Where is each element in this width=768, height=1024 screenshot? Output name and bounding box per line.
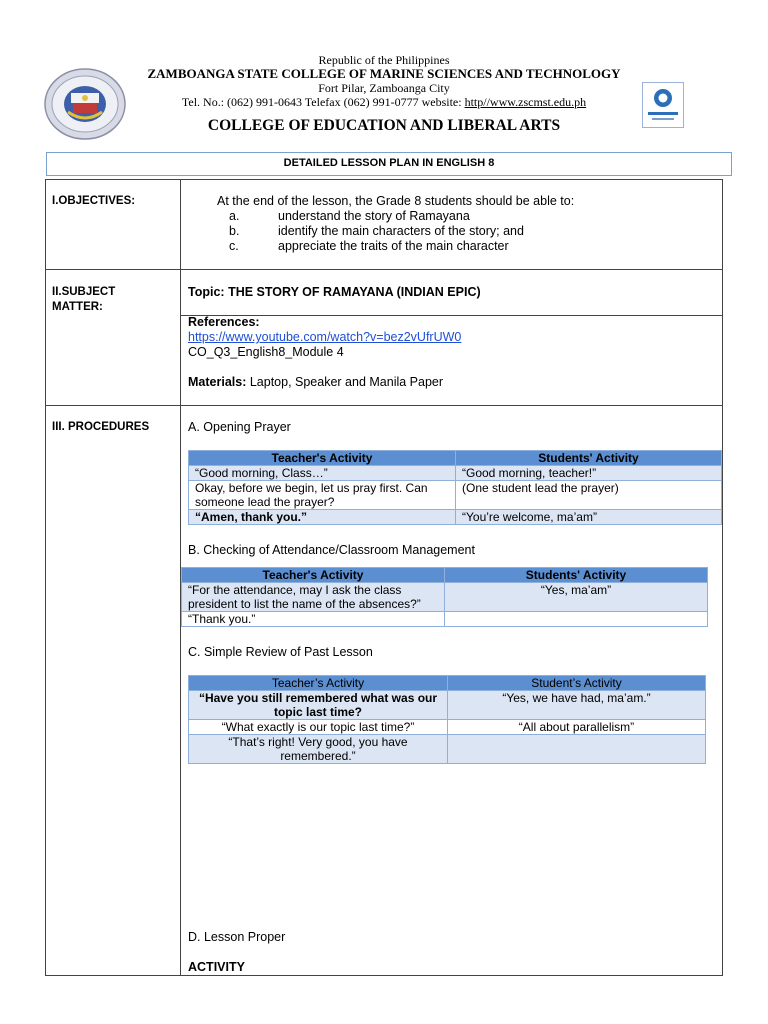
students-cell: “Yes, we have had, ma’am.”	[448, 691, 706, 720]
row-divider	[45, 269, 723, 270]
teacher-cell: “What exactly is our topic last time?”	[189, 720, 448, 735]
col-header-teacher: Teacher’s Activity	[189, 676, 448, 691]
teacher-cell: “That’s right! Very good, you have remembered.”	[189, 735, 448, 764]
teacher-cell: “Thank you.”	[182, 612, 445, 627]
col-header-teacher: Teacher's Activity	[182, 568, 445, 583]
teacher-cell: “Have you still remembered what was our topic last time?	[189, 691, 448, 720]
references-label: References:	[188, 315, 260, 329]
students-cell: “All about parallelism”	[448, 720, 706, 735]
col-header-students: Student’s Activity	[448, 676, 706, 691]
attendance-heading: B. Checking of Attendance/Classroom Management	[188, 543, 475, 557]
table-row	[189, 481, 722, 510]
students-cell: (One student lead the prayer)	[456, 481, 722, 510]
objective-letter: a.	[229, 209, 240, 223]
procedures-label: III. PROCEDURES	[52, 421, 150, 433]
reference-link[interactable]: https://www.youtube.com/watch?v=bez2vUfrUW0	[188, 330, 462, 344]
review-table	[188, 675, 706, 764]
teacher-cell: Okay, before we begin, let us pray first. Can someone lead the prayer?	[189, 481, 456, 510]
republic-line: Republic of the Philippines	[318, 53, 450, 67]
table-row	[182, 583, 708, 612]
college-seal-logo	[44, 68, 126, 140]
materials-label: Materials:	[188, 375, 247, 389]
college-name: ZAMBOANGA STATE COLLEGE OF MARINE SCIENCES AND TECHNOLOGY	[147, 66, 621, 81]
table-row	[189, 466, 722, 481]
students-cell: “You’re welcome, ma’am”	[456, 510, 722, 525]
objective-text: appreciate the traits of the main character	[278, 239, 509, 253]
objective-text: identify the main characters of the story; and	[278, 224, 524, 238]
materials-line	[188, 375, 443, 389]
col-header-students: Students' Activity	[445, 568, 708, 583]
objective-text: understand the story of Ramayana	[278, 209, 470, 223]
students-cell	[448, 735, 706, 764]
contact-numbers: Tel. No.: (062) 991-0643 Telefax (062) 991-0777 website:	[181, 95, 465, 109]
website-link[interactable]: http//www.zscmst.edu.ph	[464, 95, 587, 109]
lesson-proper-heading: D. Lesson Proper	[188, 930, 286, 944]
table-row	[189, 510, 722, 525]
teacher-cell: “For the attendance, may I ask the class president to list the name of the absences?”	[182, 583, 445, 612]
students-cell: “Yes, ma’am”	[445, 583, 708, 612]
teacher-cell: “Good morning, Class…”	[189, 466, 456, 481]
subject-label-line: MATTER:	[52, 301, 103, 313]
students-cell	[445, 612, 708, 627]
materials-value: Laptop, Speaker and Manila Paper	[249, 375, 444, 389]
objectives-label: I.OBJECTIVES:	[52, 195, 136, 207]
lesson-plan-title: DETAILED LESSON PLAN IN ENGLISH 8	[46, 152, 732, 176]
activity-heading: ACTIVITY	[188, 960, 245, 974]
objective-item	[229, 239, 509, 253]
table-row	[189, 735, 706, 764]
reference-module: CO_Q3_English8_Module 4	[188, 345, 344, 359]
table-row	[189, 691, 706, 720]
teacher-cell: “Amen, thank you.”	[189, 510, 456, 525]
objective-item	[229, 224, 524, 238]
students-cell: “Good morning, teacher!”	[456, 466, 722, 481]
opening-prayer-table	[188, 450, 722, 525]
objective-letter: b.	[229, 224, 240, 238]
college-address: Fort Pilar, Zamboanga City	[318, 81, 450, 95]
row-divider	[45, 405, 723, 406]
objective-item	[229, 209, 470, 223]
topic-label: Topic:	[188, 285, 225, 299]
col-header-teacher: Teacher's Activity	[189, 451, 456, 466]
subject-matter-label	[52, 285, 115, 315]
attendance-table	[181, 567, 708, 627]
certification-badge-icon	[642, 82, 684, 128]
objective-letter: c.	[229, 239, 239, 253]
department-title: COLLEGE OF EDUCATION AND LIBERAL ARTS	[207, 117, 561, 134]
topic-line	[188, 285, 481, 299]
review-heading: C. Simple Review of Past Lesson	[188, 645, 373, 659]
subject-label-line: II.SUBJECT	[52, 286, 116, 298]
objectives-intro: At the end of the lesson, the Grade 8 students should be able to:	[217, 194, 575, 208]
table-row	[189, 720, 706, 735]
col-header-students: Students' Activity	[456, 451, 722, 466]
row-divider	[180, 315, 723, 316]
opening-prayer-heading: A. Opening Prayer	[188, 420, 291, 434]
table-row	[182, 612, 708, 627]
topic-value: THE STORY OF RAMAYANA (INDIAN EPIC)	[228, 285, 481, 299]
